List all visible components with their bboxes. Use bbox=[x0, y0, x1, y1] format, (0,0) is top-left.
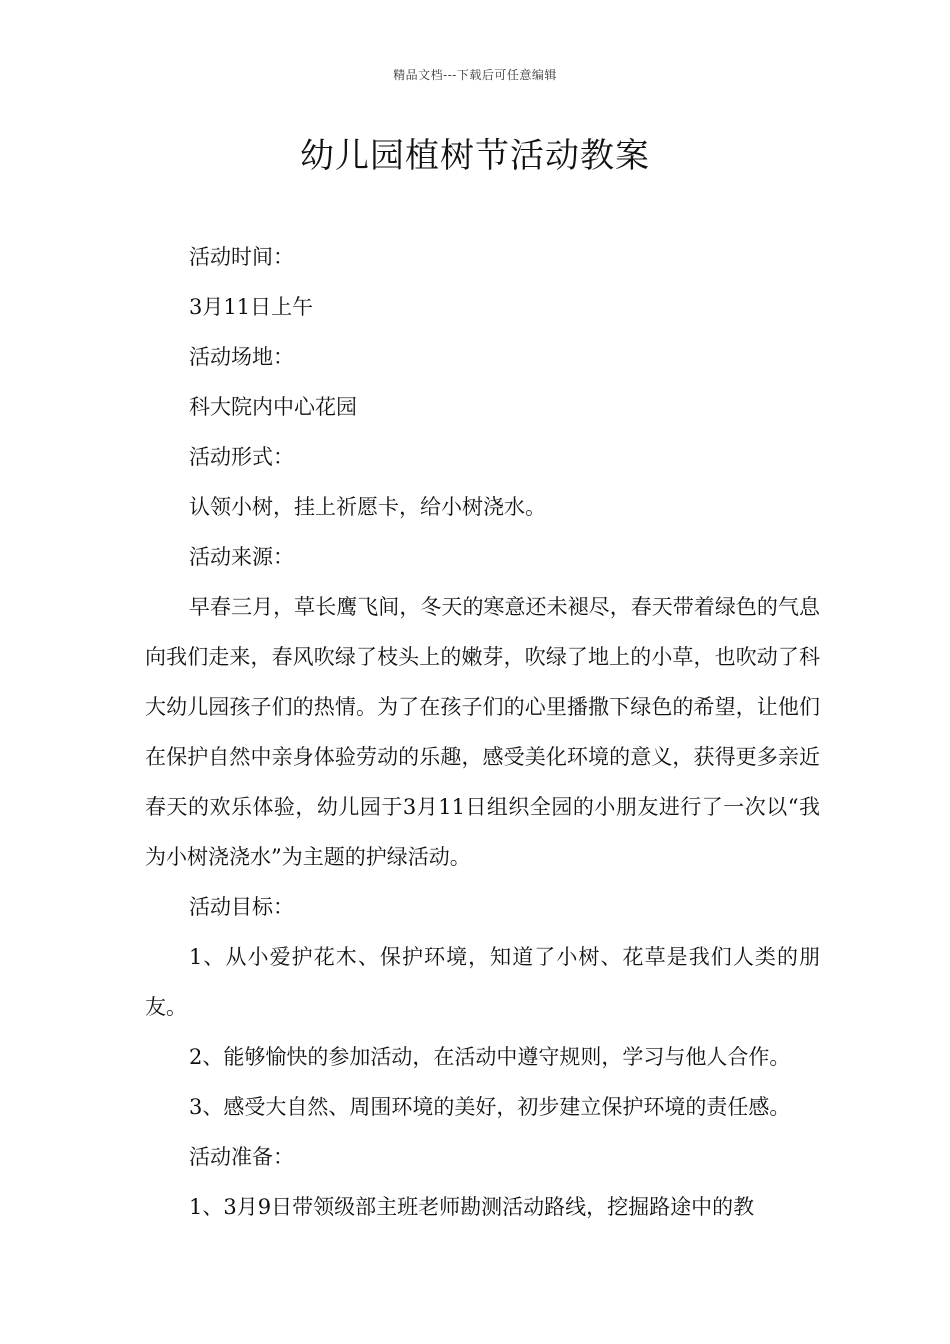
document-body bbox=[145, 232, 820, 1232]
activity-venue-value: 科大院内中心花园 bbox=[189, 395, 357, 419]
label-activity-time: 活动时间： bbox=[189, 245, 294, 269]
goal-item-2: 2、能够愉快的参加活动，在活动中遵守规则，学习与他人合作。 bbox=[189, 1045, 791, 1069]
document-title: 幼儿园植树节活动教案 bbox=[300, 136, 650, 176]
header-note: 精品文档---下载后可任意编辑 bbox=[393, 68, 557, 82]
label-activity-form: 活动形式： bbox=[189, 445, 294, 469]
label-activity-source: 活动来源： bbox=[189, 545, 294, 569]
label-activity-preparation: 活动准备： bbox=[189, 1145, 294, 1169]
activity-source-paragraph: 早春三月，草长鹰飞间，冬天的寒意还未褪尽，春天带着绿色的气息向我们走来，春风吹绿了枝头上的嫩芽，吹绿了地上的小草，也吹动了科大幼儿园孩子们的热情。为了在孩子们的心里播撒下绿色的希望，让他们在保护自然中亲身体验劳动的乐趣，感受美化环境的意义，获得更多亲近春天的欢乐体验，幼儿园于3月11日组织全园的小朋友进行了一次以“我为小树浇浇水”为主题的护绿活动。 bbox=[145, 595, 820, 869]
preparation-item-1: 1、3月9日带领级部主班老师勘测活动路线，挖掘路途中的教 bbox=[189, 1195, 755, 1219]
label-activity-goals: 活动目标： bbox=[189, 895, 294, 919]
goal-item-3: 3、感受大自然、周围环境的美好，初步建立保护环境的责任感。 bbox=[189, 1095, 791, 1119]
activity-form-value: 认领小树，挂上祈愿卡，给小树浇水。 bbox=[189, 495, 546, 519]
activity-time-value: 3月11日上午 bbox=[189, 295, 314, 319]
goal-item-1: 1、从小爱护花木、保护环境，知道了小树、花草是我们人类的朋友。 bbox=[145, 945, 820, 1019]
label-activity-venue: 活动场地： bbox=[189, 345, 294, 369]
